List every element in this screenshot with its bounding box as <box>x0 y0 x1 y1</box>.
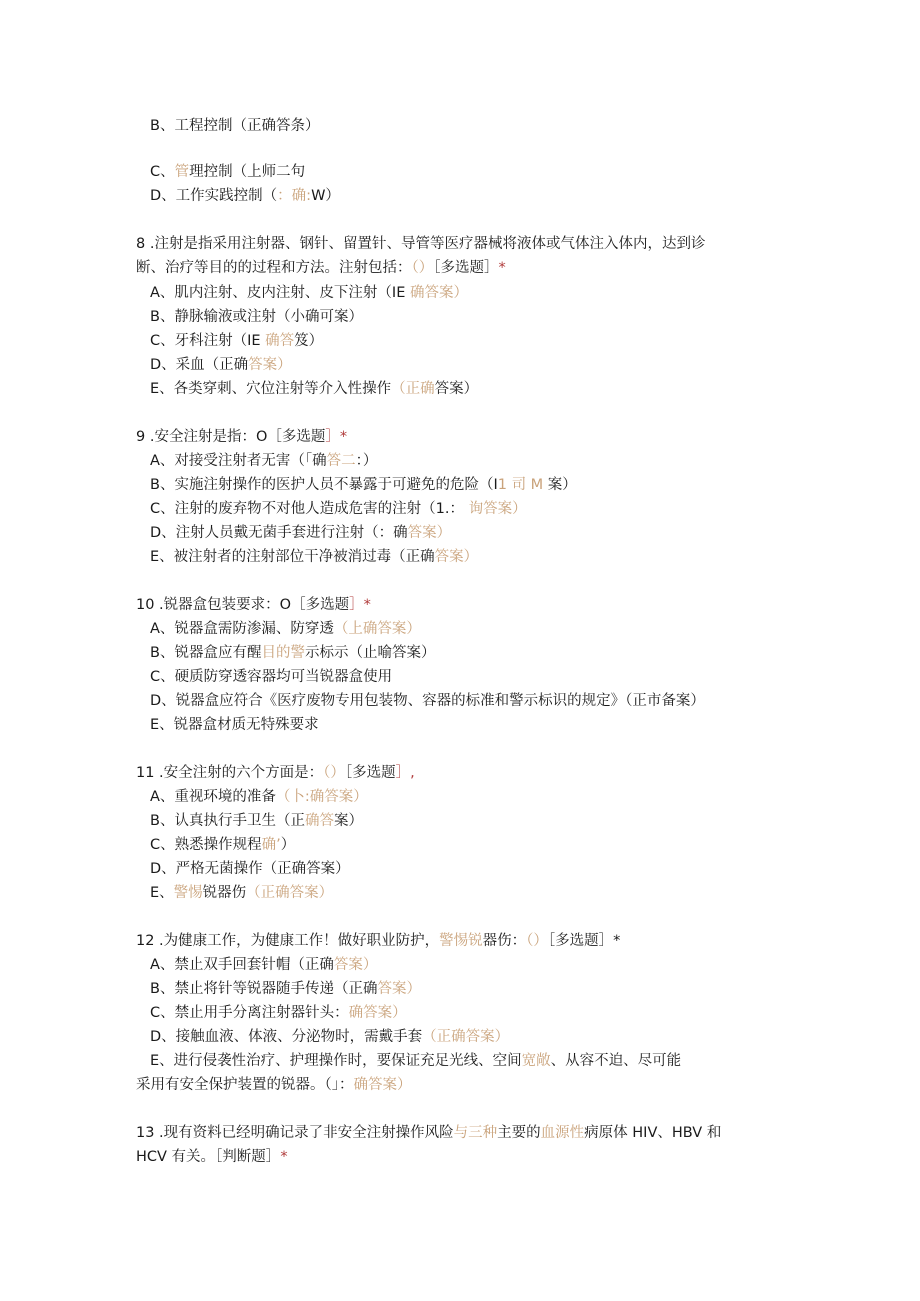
line-text: C、 <box>150 164 175 180</box>
line-text: 采用有安全保护装置的锐器。（」： <box>136 1077 354 1093</box>
line-text: 答案） <box>434 381 479 397</box>
line-text: ：） <box>355 453 378 469</box>
option-line <box>150 355 292 375</box>
faded-text: 确答案） <box>348 1005 407 1021</box>
faded-text: 确’ <box>261 837 281 853</box>
line-text: B、工程控制（正确答条） <box>150 118 320 134</box>
line-text: ［多选题］* <box>547 933 621 949</box>
option-line <box>150 283 468 303</box>
faded-text: 询答案） <box>468 501 527 517</box>
option-line <box>150 715 319 735</box>
option-line <box>150 667 392 687</box>
faded-text: （） <box>323 765 345 781</box>
faded-text: 答案） <box>333 957 378 973</box>
line-text: B、禁止将针等锐器随手传递（正确 <box>150 981 378 997</box>
question-line <box>136 931 620 951</box>
line-text: C、禁止用手分离注射器针头： <box>150 1005 349 1021</box>
faded-text: 确答 <box>304 813 334 829</box>
required-marker: ］* <box>349 597 371 613</box>
faded-text: 答案） <box>377 981 421 997</box>
line-text: A、禁止双手回套针帽（正确 <box>150 957 334 973</box>
line-text: 理控制（上师二句 <box>189 164 306 180</box>
line-text: E、锐器盒材质无特殊要求 <box>150 717 319 733</box>
question-line <box>136 763 415 783</box>
line-text: D、锐器盒应符合《医疗废物专用包装物、容器的标准和警示标识的规定》（正市备案） <box>150 693 705 709</box>
question-line <box>136 258 506 278</box>
line-text: 12 .为健康工作，为健康工作！做好职业防护， <box>136 933 440 949</box>
line-text: 8 .注射是指采用注射器、钢针、留置针、导管等医疗器械将液体或气体注入体内，达到诊 <box>136 236 706 252</box>
question-line <box>136 234 705 254</box>
line-text: A、锐器盒需防渗漏、防穿透 <box>150 621 334 637</box>
required-marker: ］* <box>325 429 348 445</box>
line-text: B、锐器盒应有醒 <box>150 645 262 661</box>
option-line <box>150 379 478 399</box>
option-line <box>150 475 577 495</box>
line-text: 笈） <box>294 333 324 349</box>
option-line <box>150 883 333 903</box>
faded-text: 警惕 <box>173 885 203 901</box>
line-text: C、熟悉操作规程 <box>150 837 262 853</box>
line-text: C、硬质防穿透容器均可当锐器盒使用 <box>150 669 393 685</box>
line-text: E、各类穿刺、穴位注射等介入性操作 <box>150 381 392 397</box>
option-line <box>150 162 305 182</box>
required-marker: * <box>498 260 506 276</box>
faded-text: ：确: <box>277 188 312 204</box>
faded-text: （正确答案） <box>422 1029 510 1045</box>
question-line <box>136 595 371 615</box>
line-text: 11 .安全注射的六个方面是： <box>136 765 324 781</box>
line-text: 9 .安全注射是指：O［多选题 <box>136 429 326 445</box>
line-text: 锐器伤 <box>202 885 247 901</box>
line-text: A、对接受注射者无害（「确 <box>150 453 327 469</box>
line-text: 主要的 <box>497 1125 541 1141</box>
line-text: D、严格无菌操作（正确答案） <box>150 861 350 877</box>
line-text: A、重视环境的准备 <box>150 789 276 805</box>
faded-text: 警惕锐 <box>439 933 483 949</box>
line-text: C、注射的废弃物不对他人造成危害的注射（1.： <box>150 501 469 517</box>
faded-text: 血源性 <box>540 1125 585 1141</box>
faded-text: 答二 <box>326 453 356 469</box>
faded-text: （正确 <box>391 381 435 397</box>
line-text: 10 .锐器盒包装要求：O［多选题 <box>136 597 350 613</box>
option-line <box>150 811 363 831</box>
line-text: 13 .现有资料已经明确记录了非安全注射操作风险 <box>136 1125 454 1141</box>
faded-text: 确答案） <box>409 285 468 301</box>
option-line <box>150 186 340 206</box>
line-text: A、肌内注射、皮内注射、皮下注射（IE <box>150 285 410 301</box>
required-marker: * <box>280 1149 288 1165</box>
line-text: 案） <box>543 477 577 493</box>
option-line <box>150 331 323 351</box>
option-line <box>150 116 319 136</box>
line-text: C、牙科注射（IE <box>150 333 266 349</box>
line-text: E、 <box>150 885 174 901</box>
option-line <box>150 307 363 327</box>
line-text: 案） <box>333 813 363 829</box>
line-text: 示标示（止喻答案） <box>304 645 436 661</box>
faded-text: 1 司 M <box>497 477 544 493</box>
faded-text: 宽敞 <box>521 1053 551 1069</box>
faded-text: 答案） <box>434 549 479 565</box>
question-line <box>136 427 347 447</box>
option-line <box>150 835 295 855</box>
faded-text: （） <box>411 260 434 276</box>
faded-text: 管 <box>174 164 190 180</box>
question-line <box>136 1075 412 1095</box>
question-line <box>136 1147 288 1167</box>
line-text: E、被注射者的注射部位干净被消过毒（正确 <box>150 549 435 565</box>
faded-text: 答案） <box>407 525 452 541</box>
faded-text: 答案） <box>248 357 292 373</box>
line-text: ［多选题］ <box>433 260 499 276</box>
option-line <box>150 451 377 471</box>
line-text: ［多选题 <box>344 765 396 781</box>
line-text: B、实施注射操作的医护人员不暴露于可避免的危险（I <box>150 477 498 493</box>
faded-text: （正确答案） <box>246 885 334 901</box>
line-text: 断、治疗等目的的过程和方法。注射包括： <box>136 260 412 276</box>
option-line <box>150 979 421 999</box>
faded-text: 确答 <box>265 333 295 349</box>
question-line <box>136 1123 721 1143</box>
option-line <box>150 955 377 975</box>
option-line <box>150 499 527 519</box>
faded-text: 确答案） <box>353 1077 412 1093</box>
option-line <box>150 1003 407 1023</box>
option-line <box>150 547 478 567</box>
faded-text: 目的警 <box>261 645 305 661</box>
option-line <box>150 691 705 711</box>
line-text: D、接触血液、体液、分泌物时，需戴手套 <box>150 1029 423 1045</box>
faded-text: （卜:确答案） <box>275 789 368 805</box>
faded-text: 与三种 <box>453 1125 498 1141</box>
line-text: B、认真执行手卫生（正 <box>150 813 305 829</box>
line-text: D、采血（正确 <box>150 357 249 373</box>
line-text: D、注射人员戴无菌手套进行注射（：确 <box>150 525 408 541</box>
required-marker: ］, <box>395 765 415 781</box>
line-text: HCV 有关。［判断题］ <box>136 1149 281 1165</box>
line-text: E、进行侵袭性治疗、护理操作时，要保证充足光线、空间 <box>150 1053 522 1069</box>
option-line <box>150 859 350 879</box>
option-line <box>150 787 368 807</box>
line-text: D、工作实践控制（ <box>150 188 278 204</box>
faded-text: （上确答案） <box>333 621 421 637</box>
line-text: 器伤： <box>482 933 527 949</box>
line-text: 病原体 HIV、HBV 和 <box>584 1125 722 1141</box>
line-text: 、从容不迫、尽可能 <box>550 1053 682 1069</box>
option-line <box>150 1051 681 1071</box>
line-text: B、静脉输液或注射（小确可案） <box>150 309 363 325</box>
option-line <box>150 619 421 639</box>
option-line <box>150 1027 509 1047</box>
faded-text: （） <box>526 933 548 949</box>
option-line <box>150 643 435 663</box>
line-text: ） <box>280 837 296 853</box>
option-line <box>150 523 451 543</box>
line-text: W） <box>311 188 340 204</box>
